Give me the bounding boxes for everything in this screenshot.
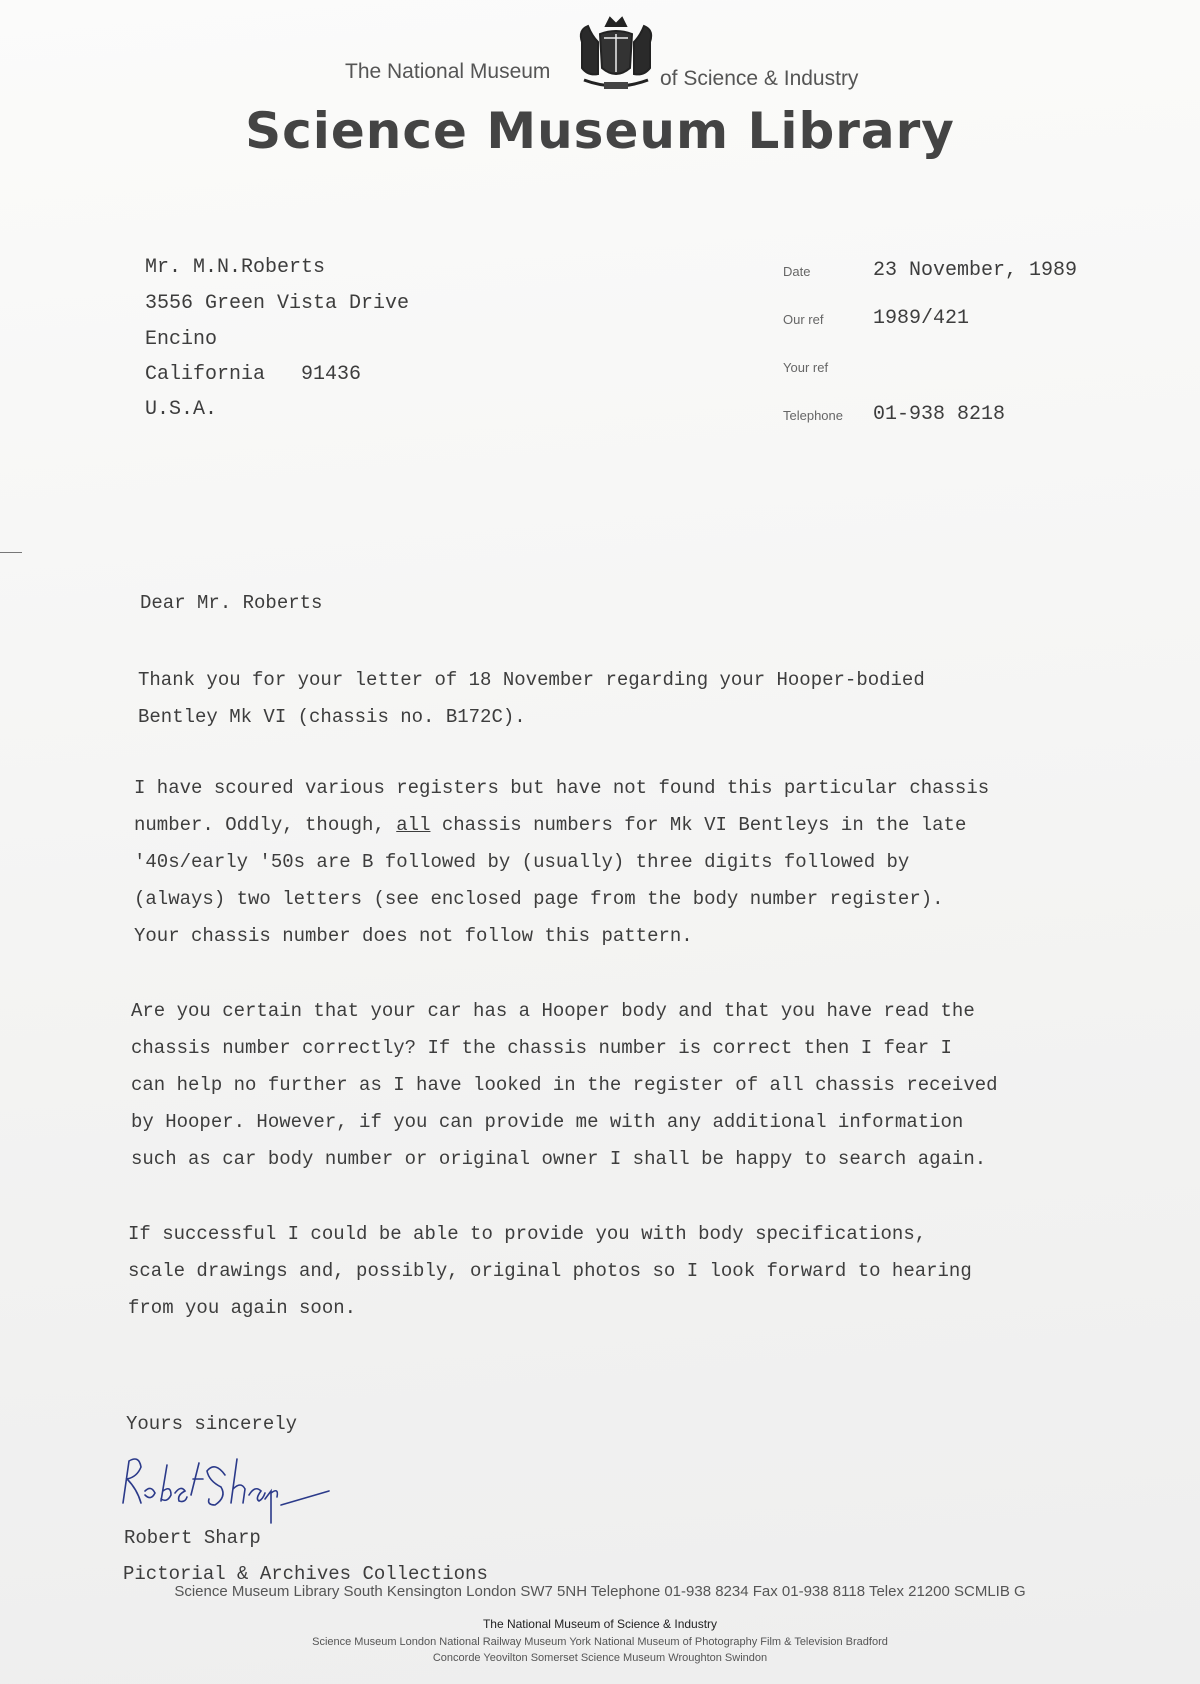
- telephone-value: 01-938 8218: [873, 403, 1006, 426]
- date-value: 23 November, 1989: [873, 259, 1078, 282]
- closing: Yours sincerely: [126, 1413, 298, 1435]
- paragraph-line: from you again soon.: [128, 1297, 357, 1319]
- recipient-street: 3556 Green Vista Drive: [145, 292, 410, 315]
- paragraph-line: such as car body number or original owner I shall be happy to search again.: [131, 1148, 987, 1170]
- paragraph-line: Thank you for your letter of 18 November regarding your Hooper-bodied: [138, 669, 925, 691]
- date-label: Date: [783, 264, 811, 279]
- recipient-state: California 91436: [145, 363, 362, 386]
- our-ref-value: 1989/421: [873, 307, 970, 330]
- telephone-label: Telephone: [783, 408, 843, 423]
- paragraph-line: [134, 807, 989, 844]
- paragraph-line: can help no further as I have looked in the register of all chassis received: [131, 1074, 998, 1096]
- paragraph-line: by Hooper. However, if you can provide me with any additional information: [131, 1111, 964, 1133]
- footer-title: The National Museum of Science & Industry: [482, 1617, 718, 1631]
- letterhead-org-right: of Science & Industry: [660, 67, 859, 90]
- signer-department: Pictorial & Archives Collections: [123, 1563, 488, 1585]
- paragraph-line: If successful I could be able to provide you with body specifications,: [128, 1223, 927, 1245]
- paragraph-line: chassis number correctly? If the chassis number is correct then I fear I: [131, 1037, 952, 1059]
- line-text: chassis numbers for Mk VI Bentleys in the late: [430, 814, 967, 836]
- recipient-country: U.S.A.: [145, 398, 218, 421]
- footer-museums-line-1: Science Museum London National Railway Museum York National Museum of Photography Film & Television Bradford: [312, 1636, 888, 1648]
- paragraph-line: I have scoured various registers but have not found this particular chassis: [134, 777, 990, 799]
- handwritten-signature: [115, 1445, 365, 1525]
- royal-crest-icon: [570, 12, 662, 98]
- paragraph-4: [128, 1216, 972, 1327]
- recipient-city: Encino: [145, 328, 218, 351]
- footer-museums-line-2: Concorde Yeovilton Somerset Science Museum Wroughton Swindon: [432, 1652, 768, 1664]
- your-ref-label: Your ref: [783, 360, 829, 375]
- our-ref-label: Our ref: [783, 312, 824, 327]
- underlined-word: all: [396, 814, 431, 836]
- paragraph-line: Your chassis number does not follow this pattern.: [134, 925, 693, 947]
- footer-address: Science Museum Library South Kensington London SW7 5NH Telephone 01-938 8234 Fax 01-938 8118 Telex 21200 SCMLIB G: [174, 1583, 1026, 1600]
- recipient-name: Mr. M.N.Roberts: [145, 256, 326, 279]
- salutation: Dear Mr. Roberts: [140, 592, 323, 614]
- paragraph-line: scale drawings and, possibly, original photos so I look forward to hearing: [128, 1260, 972, 1282]
- paragraph-line: '40s/early '50s are B followed by (usually) three digits followed by: [134, 851, 910, 873]
- letterhead-org-left: The National Museum: [345, 60, 551, 83]
- paragraph-line: Are you certain that your car has a Hooper body and that you have read the: [131, 1000, 975, 1022]
- paragraph-1: [138, 662, 925, 736]
- fold-mark: [0, 552, 22, 553]
- paragraph-line: (always) two letters (see enclosed page from the body number register).: [134, 888, 944, 910]
- paragraph-line: Bentley Mk VI (chassis no. B172C).: [138, 706, 526, 728]
- line-text: number. Oddly, though,: [134, 814, 397, 836]
- signer-name: Robert Sharp: [124, 1527, 261, 1549]
- library-title: Science Museum Library: [245, 102, 955, 160]
- paragraph-3: [131, 993, 998, 1178]
- paragraph-2: [134, 770, 989, 955]
